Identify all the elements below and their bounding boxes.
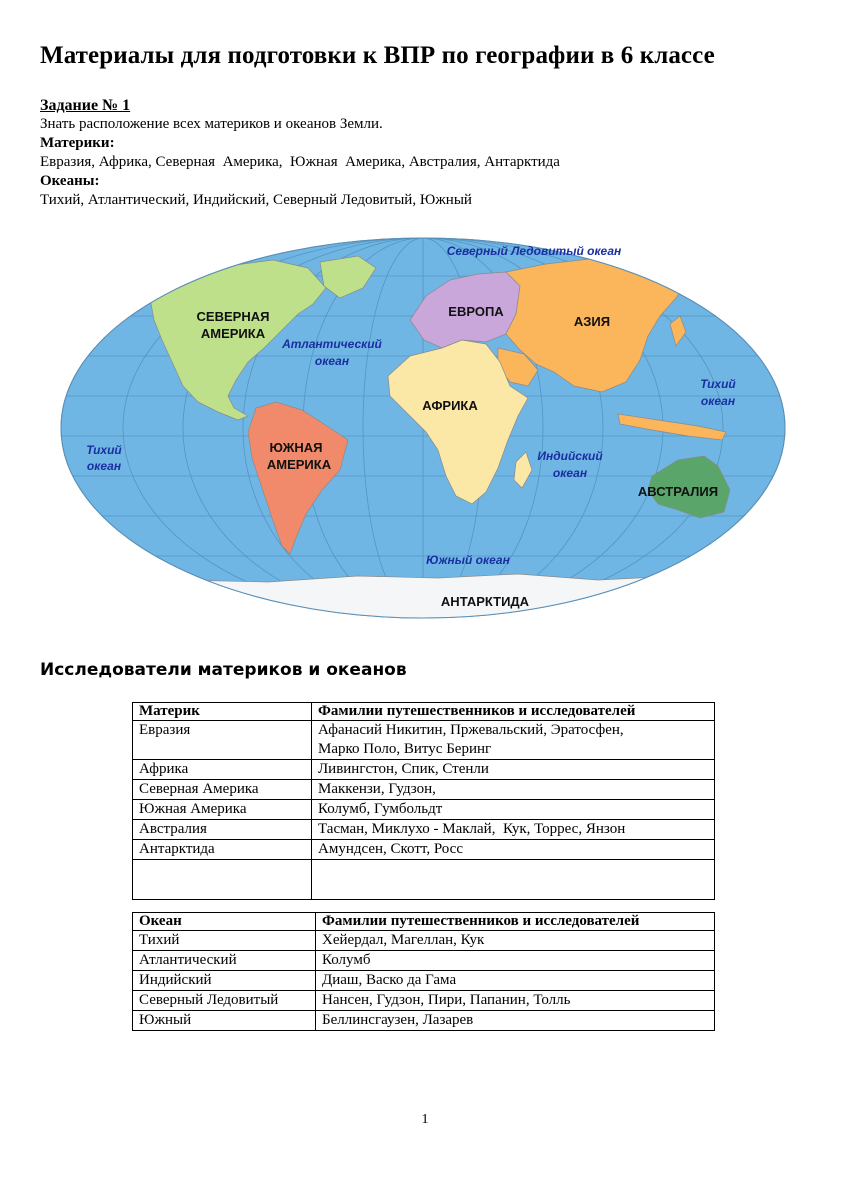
empty-cell bbox=[312, 860, 715, 900]
explorers-cell: Колумб, Гумбольдт bbox=[312, 800, 715, 820]
label-southern-ocean: Южный океан bbox=[426, 553, 510, 567]
table-row bbox=[133, 991, 715, 1011]
explorers-cell: Тасман, Миклухо - Маклай, Кук, Торрес, Янзон bbox=[312, 820, 715, 840]
label-pacific-east-2: океан bbox=[700, 394, 736, 408]
label-arctic-ocean: Северный Ледовитый океан bbox=[446, 244, 622, 258]
empty-row bbox=[133, 860, 715, 900]
table-header-row bbox=[133, 703, 715, 721]
label-pacific-east-1: Тихий bbox=[700, 377, 736, 391]
label-europe: ЕВРОПА bbox=[448, 304, 504, 319]
empty-cell bbox=[133, 860, 312, 900]
continents-list: Евразия, Африка, Северная Америка, Южная Америка, Австралия, Антарктида bbox=[40, 154, 560, 170]
label-australia: АВСТРАЛИЯ bbox=[637, 484, 719, 499]
page-title: Материалы для подготовки к ВПР по географии в 6 классе bbox=[40, 42, 715, 69]
explorers-cell: Нансен, Гудзон, Пири, Папанин, Толль bbox=[316, 991, 715, 1011]
explorers-cell: Хейердал, Магеллан, Кук bbox=[316, 931, 715, 951]
continent-cell: Антарктида bbox=[133, 840, 312, 860]
label-south-america-1: ЮЖНАЯ bbox=[269, 440, 323, 455]
continent-cell: Евразия bbox=[133, 721, 312, 760]
ocean-cell: Тихий bbox=[133, 931, 316, 951]
continent-cell: Австралия bbox=[133, 820, 312, 840]
continents-label: Материки: bbox=[40, 135, 115, 151]
table-row bbox=[133, 820, 715, 840]
table-row bbox=[133, 800, 715, 820]
explorers-cell bbox=[312, 721, 715, 760]
label-africa: АФРИКА bbox=[422, 398, 478, 413]
continent-cell: Южная Америка bbox=[133, 800, 312, 820]
header-continent: Материк bbox=[133, 703, 312, 721]
oceans-explorers-table bbox=[132, 912, 715, 1031]
label-atlantic-1: Атлантический bbox=[282, 337, 382, 351]
explorers-cell: Диаш, Васко да Гама bbox=[316, 971, 715, 991]
label-south-america-2: АМЕРИКА bbox=[266, 457, 332, 472]
table-row bbox=[133, 971, 715, 991]
label-indian-2: океан bbox=[552, 466, 588, 480]
label-pacific-west-2: океан bbox=[86, 459, 122, 473]
ocean-cell: Южный bbox=[133, 1011, 316, 1031]
ocean-cell: Атлантический bbox=[133, 951, 316, 971]
table-row bbox=[133, 760, 715, 780]
continent-cell: Африка bbox=[133, 760, 312, 780]
oceans-list: Тихий, Атлантический, Индийский, Северный Ледовитый, Южный bbox=[40, 192, 472, 208]
explorers-cell: Беллинсгаузен, Лазарев bbox=[316, 1011, 715, 1031]
label-asia: АЗИЯ bbox=[573, 314, 611, 329]
header-explorers: Фамилии путешественников и исследователей bbox=[312, 703, 715, 721]
explorers-cell: Амундсен, Скотт, Росс bbox=[312, 840, 715, 860]
label-atlantic-2: океан bbox=[314, 354, 350, 368]
explorers-line: Афанасий Никитин, Пржевальский, Эратосфен, bbox=[318, 722, 624, 738]
explorers-cell: Колумб bbox=[316, 951, 715, 971]
label-north-america-2: АМЕРИКА bbox=[200, 326, 266, 341]
explorers-line: Марко Поло, Витус Беринг bbox=[318, 741, 492, 757]
header-ocean: Океан bbox=[133, 913, 316, 931]
new-zealand-shape bbox=[744, 518, 756, 536]
table-row bbox=[133, 840, 715, 860]
continents-explorers-table bbox=[132, 702, 715, 900]
task-heading: Задание № 1 bbox=[40, 97, 131, 114]
ocean-cell: Северный Ледовитый bbox=[133, 991, 316, 1011]
label-indian-1: Индийский bbox=[537, 449, 603, 463]
task-block bbox=[40, 96, 820, 210]
label-antarctica: АНТАРКТИДА bbox=[440, 594, 530, 609]
header-explorers: Фамилии путешественников и исследователей bbox=[316, 913, 715, 931]
task-text: Знать расположение всех материков и океанов Земли. bbox=[40, 116, 383, 132]
label-north-america-1: СЕВЕРНАЯ bbox=[196, 309, 270, 324]
table-row bbox=[133, 780, 715, 800]
explorers-cell: Маккензи, Гудзон, bbox=[312, 780, 715, 800]
continent-cell: Северная Америка bbox=[133, 780, 312, 800]
page-number: 1 bbox=[421, 1112, 429, 1127]
table-header-row bbox=[133, 913, 715, 931]
table-row bbox=[133, 951, 715, 971]
label-pacific-west-1: Тихий bbox=[86, 443, 122, 457]
oceans-label: Океаны: bbox=[40, 173, 100, 189]
ocean-cell: Индийский bbox=[133, 971, 316, 991]
world-map-svg bbox=[58, 236, 788, 620]
world-map bbox=[58, 236, 788, 620]
table-row bbox=[133, 1011, 715, 1031]
table-row bbox=[133, 721, 715, 760]
explorers-cell: Ливингстон, Спик, Стенли bbox=[312, 760, 715, 780]
explorers-heading: Исследователи материков и океанов bbox=[40, 660, 407, 680]
antarctica-shape bbox=[58, 574, 788, 620]
table-row bbox=[133, 931, 715, 951]
